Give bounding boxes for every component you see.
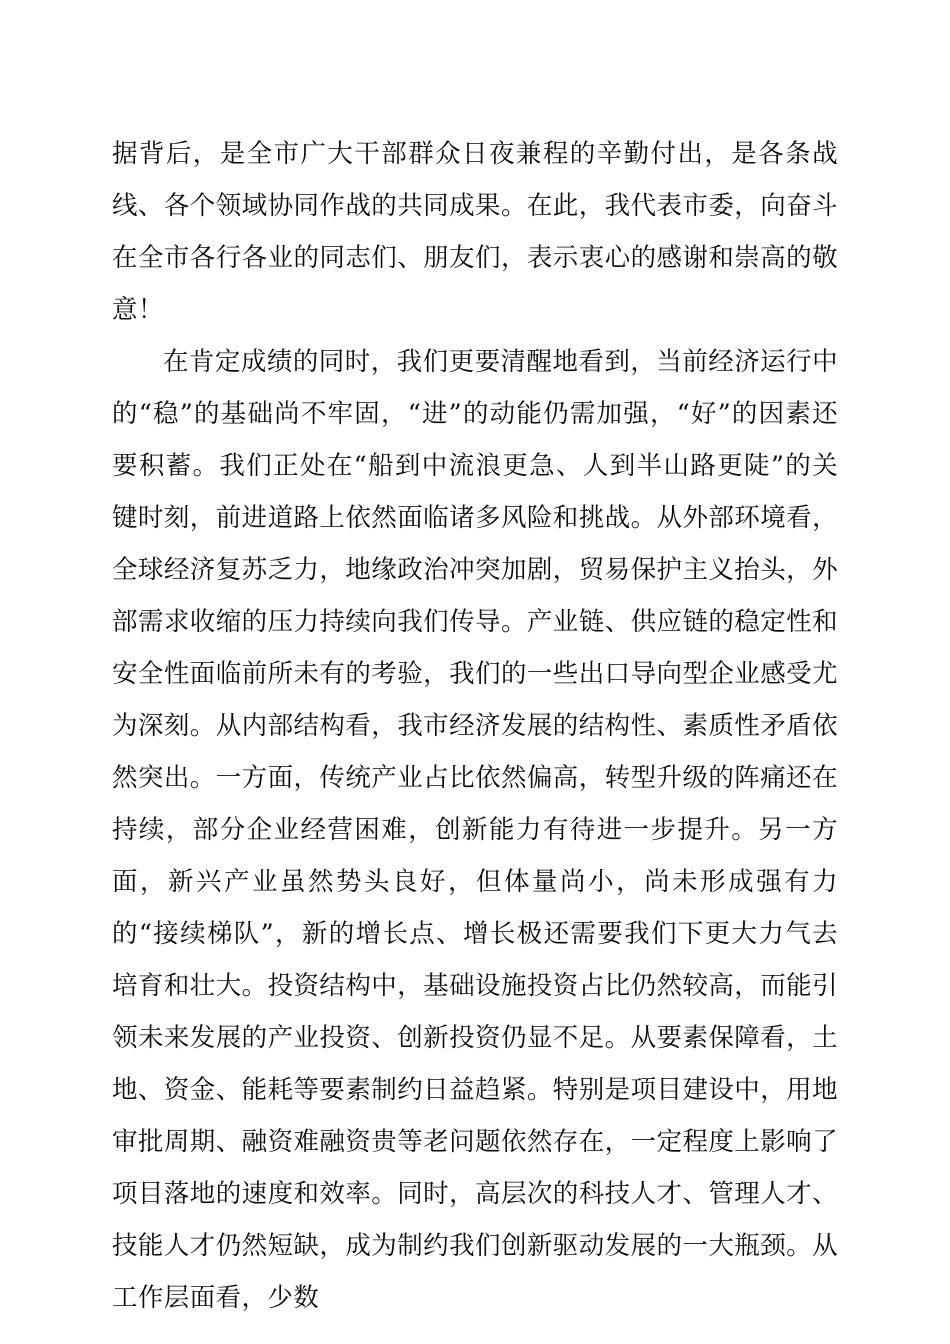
paragraph-analysis: 在肯定成绩的同时，我们更要清醒地看到，当前经济运行中的“稳”的基础尚不牢固，“进”的动能仍需加强，“好”的因素还要积蓄。我们正处在“船到中流浪更急、人到半山路更陡”的关键时刻，前进道路上依然面临诸多风险和挑战。从外部环境看，全球经济复苏乏力，地缘政治冲突加剧，贸易保护主义抬头，外部需求收缩的压力持续向我们传导。产业链、供应链的稳定性和安全性面临前所未有的考验，我们的一些出口导向型企业感受尤为深刻。从内部结构看，我市经济发展的结构性、素质性矛盾依然突出。一方面，传统产业占比依然偏高，转型升级的阵痛还在持续，部分企业经营困难，创新能力有待进一步提升。另一方面，新兴产业虽然势头良好，但体量尚小，尚未形成强有力的“接续梯队”，新的增长点、增长极还需要我们下更大力气去培育和壮大。投资结构中，基础设施投资占比仍然较高，而能引领未来发展的产业投资、创新投资仍显不足。从要素保障看，土地、资金、能耗等要素制约日益趋紧。特别是项目建设中，用地审批周期、融资难融资贵等老问题依然存在，一定程度上影响了项目落地的速度和效率。同时，高层次的科技人才、管理人才、技能人才仍然短缺，成为制约我们创新驱动发展的一大瓶颈。从工作层面看，少数 xyxy=(112,347,838,1313)
document-body xyxy=(112,128,838,1324)
paragraph-continuation: 据背后，是全市广大干部群众日夜兼程的辛勤付出，是各条战线、各个领域协同作战的共同成果。在此，我代表市委，向奋斗在全市各行各业的同志们、朋友们，表示衷心的感谢和崇高的敬意！ xyxy=(112,139,838,325)
